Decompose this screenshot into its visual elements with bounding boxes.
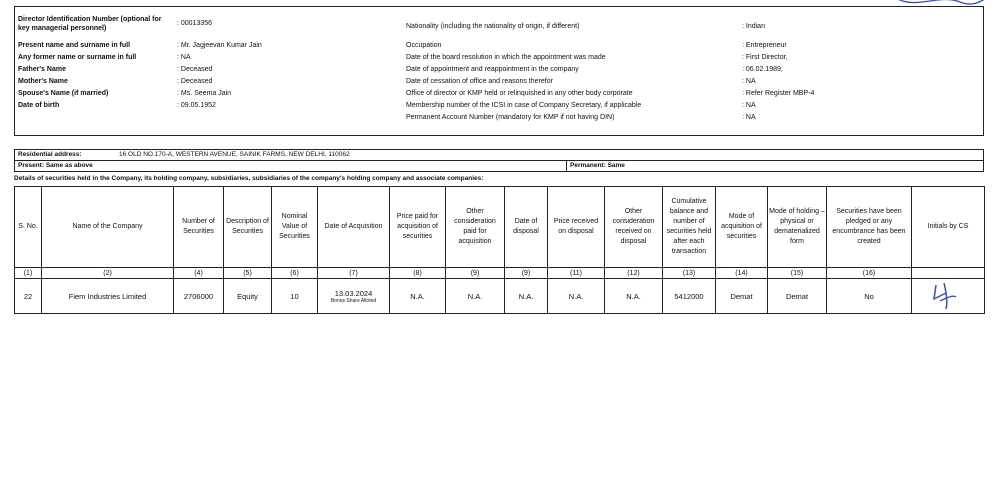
header-pledged: Securities have been pledged or any encumbrance has been created xyxy=(827,187,912,268)
residential-address-value: 16 OLD NO.170-A, WESTERN AVENUE, SAINIK FARMS, NEW DELHI, 110062 xyxy=(119,151,350,158)
column-number-row xyxy=(15,268,985,279)
present-name-label: Present name and surname in full xyxy=(18,42,131,49)
father-name-label: Father's Name xyxy=(18,66,66,73)
former-name-label: Any former name or surname in full xyxy=(18,54,137,61)
header-initials: Initials by CS xyxy=(912,187,985,268)
initials-signature xyxy=(928,279,968,311)
cessation-value: : NA xyxy=(742,78,756,85)
col-num: (12) xyxy=(605,268,663,279)
appointment-date-value: : 06.02.1989, xyxy=(742,66,783,73)
cell-company: Fiem Industries Limited xyxy=(42,279,174,314)
col-num: (4) xyxy=(174,268,224,279)
header-other-received: Other consideration received on disposal xyxy=(605,187,663,268)
occupation-value: : Entrepreneur xyxy=(742,42,787,49)
cell-nominal: 10 xyxy=(272,279,318,314)
cell-initials xyxy=(912,279,985,314)
securities-title: Details of securities held in the Company, its holding company, subsidiaries, subsidiaries of the company's holding company and associate companies: xyxy=(14,175,484,182)
former-name-value: : NA xyxy=(177,54,191,61)
cell-other-paid: N.A. xyxy=(446,279,505,314)
other-office-value: : Refer Register MBP-4 xyxy=(742,90,815,97)
col-num: (8) xyxy=(390,268,446,279)
board-resolution-value: : First Director, xyxy=(742,54,788,61)
date-acquisition-value: 13.03.2024 xyxy=(334,288,373,298)
pan-value: : NA xyxy=(742,114,756,121)
col-num: (11) xyxy=(548,268,605,279)
header-company: Name of the Company xyxy=(42,187,174,268)
cell-price-paid: N.A. xyxy=(390,279,446,314)
cessation-label: Date of cessation of office and reasons therefor xyxy=(406,78,553,85)
header-mode-acquisition: Mode of acquisition of securities xyxy=(716,187,768,268)
icsi-label: Membership number of the ICSI in case of Company Secretary, if applicable xyxy=(406,102,642,109)
present-name-value: : Mr. Jagjeevan Kumar Jain xyxy=(177,42,262,49)
cell-sno: 22 xyxy=(15,279,42,314)
residential-address-row xyxy=(15,150,983,161)
cell-mode-holding: Demat xyxy=(768,279,827,314)
header-date-acquisition: Date of Acquisition xyxy=(318,187,390,268)
appointment-date-label: Date of appointment and reappointment in the company xyxy=(406,66,579,73)
col-num: (14) xyxy=(716,268,768,279)
nationality-label: Nationality (including the nationality of origin, if different) xyxy=(406,23,580,30)
spouse-name-value: : Ms. Seema Jain xyxy=(177,90,232,97)
col-num xyxy=(912,268,985,279)
board-resolution-label: Date of the board resolution in which the appointment was made xyxy=(406,54,606,61)
col-num: (2) xyxy=(42,268,174,279)
header-cumulative: Cumulative balance and number of securities held after each transaction xyxy=(663,187,716,268)
table-row xyxy=(15,279,985,314)
icsi-value: : NA xyxy=(742,102,756,109)
col-num: (6) xyxy=(272,268,318,279)
dob-value: : 09.05.1952 xyxy=(177,102,216,109)
header-number: Number of Securities xyxy=(174,187,224,268)
mother-name-label: Mother's Name xyxy=(18,78,68,85)
permanent-address: Permanent: Same xyxy=(570,162,625,169)
cell-pledged: No xyxy=(827,279,912,314)
nationality-value: : Indian xyxy=(742,23,765,30)
securities-table xyxy=(14,186,985,314)
col-num: (9) xyxy=(505,268,548,279)
cell-description: Equity xyxy=(224,279,272,314)
header-price-paid: Price paid for acquisition of securities xyxy=(390,187,446,268)
other-office-label: Office of director or KMP held or relinquished in any other body corporate xyxy=(406,90,633,97)
occupation-label: Occupation xyxy=(406,42,442,49)
date-acquisition-note: Bonus Share Alloted xyxy=(330,297,377,304)
col-num: (9) xyxy=(446,268,505,279)
col-num: (7) xyxy=(318,268,390,279)
din-label: Director Identification Number (optional for key managerial personnel) xyxy=(18,16,162,32)
mother-name-value: : Deceased xyxy=(177,78,213,85)
header-other-paid: Other consideration paid for acquisition xyxy=(446,187,505,268)
header-sno: S. No. xyxy=(15,187,42,268)
col-num: (15) xyxy=(768,268,827,279)
col-num: (13) xyxy=(663,268,716,279)
father-name-value: : Deceased xyxy=(177,66,213,73)
header-date-disposal: Date of disposal xyxy=(505,187,548,268)
header-price-received: Price received on disposal xyxy=(548,187,605,268)
cell-price-received: N.A. xyxy=(548,279,605,314)
residential-address-label: Residential address: xyxy=(18,151,82,158)
header-mode-holding: Mode of holding – physical or dematerialized form xyxy=(768,187,827,268)
cell-other-received: N.A. xyxy=(605,279,663,314)
cell-cumulative: 5412000 xyxy=(663,279,716,314)
present-permanent-row xyxy=(15,161,983,172)
address-box xyxy=(14,149,984,172)
cell-mode-acquisition: Demat xyxy=(716,279,768,314)
pan-label: Permanent Account Number (mandatory for KMP if not having DIN) xyxy=(406,114,615,121)
director-details-box xyxy=(14,6,984,136)
header-nominal: Nominal Value of Securities xyxy=(272,187,318,268)
spouse-name-label: Spouse's Name (if married) xyxy=(18,90,109,97)
dob-label: Date of birth xyxy=(18,102,60,109)
header-description: Description of Securities xyxy=(224,187,272,268)
cell-date-acquisition xyxy=(318,279,390,314)
cell-date-disposal: N.A. xyxy=(505,279,548,314)
cell-number: 2706000 xyxy=(174,279,224,314)
din-value: : 00013356 xyxy=(177,20,213,27)
col-num: (5) xyxy=(224,268,272,279)
col-num: (1) xyxy=(15,268,42,279)
col-num: (16) xyxy=(827,268,912,279)
present-address: Present: Same as above xyxy=(18,162,93,169)
